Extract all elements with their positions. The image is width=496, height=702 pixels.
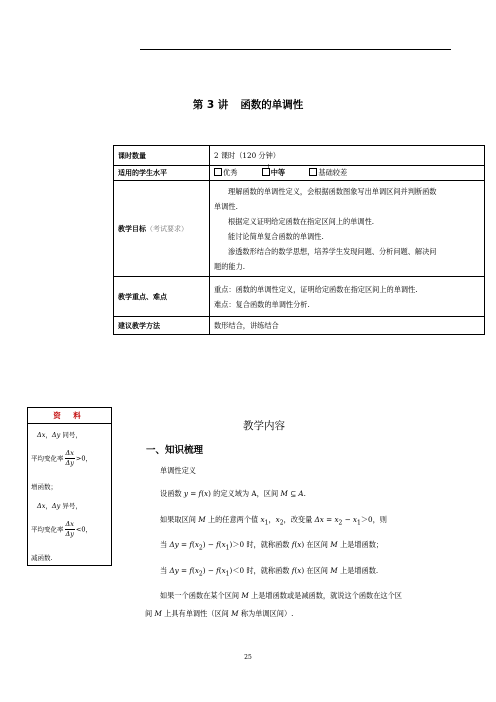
level-options — [210, 163, 485, 181]
goals-text: 理解函数的单调性定义，会根据函数图象写出单调区间并判断函数 单调性. 根据定义证明给定函数在指定区间上的单调性. 能讨论简单复合函数的单调性. 渗透数形结合的数学思想，培养学生发现问题、分析问题、解决问 题的能力. — [210, 181, 485, 277]
check-mark-icon: + — [265, 163, 271, 170]
row-keypoints — [114, 277, 485, 317]
level-label: 适用的学生水平 — [114, 166, 210, 181]
content-heading: 教学内容 — [243, 420, 285, 432]
option-medium[interactable]: + 中等 — [262, 168, 285, 177]
para-decreasing: 当 $\Delta y = f(x_2) - f(x_1)<0$ 时，就称函数 f(x) 在区间 M 上是增函数. — [160, 566, 379, 578]
para-monotonic-1: 如果一个函数在某个区间 M 上是增函数或是减函数，就说这个函数在这个区 — [160, 591, 402, 600]
keypoints-text: 重点：函数的单调性定义，证明给定函数在指定区间上的单调性. 难点：复合函数的单调性分析. — [210, 277, 485, 317]
hours-value: 2 课时（120 分钟） — [210, 146, 485, 166]
page-number: 25 — [244, 654, 252, 661]
row-methods — [114, 317, 485, 335]
methods-value: 数形结合，讲练结合 — [210, 317, 485, 335]
para-values: 如果取区间 M 上的任意两个值 $x_1$，$x_2$，改变量 $\Delta x = x_2 - x_1>0$，则 — [160, 515, 387, 527]
lesson-info-table — [113, 145, 485, 335]
sidebar-rate-negative: 平均变化率 $\frac{\Delta x}{\Delta y}$ <0， — [31, 520, 92, 538]
para-monotonic-2: 间 M 上具有单调性（区间 M 称为单调区间）. — [145, 609, 294, 618]
lesson-title-text: 函数的单调性 — [240, 99, 304, 111]
definition-title: 单调性定义 — [160, 466, 196, 475]
option-excellent[interactable]: 优秀 — [214, 168, 237, 177]
goals-sub: （考试要求） — [146, 224, 188, 233]
sidebar-box — [27, 407, 112, 566]
goals-label: 教学目标（考试要求） — [114, 181, 210, 277]
methods-label: 建议教学方法 — [114, 317, 210, 335]
option-basic[interactable]: 基础较差 — [309, 168, 347, 177]
sidebar-diff-sign: Δx，Δy 异号， — [37, 502, 82, 510]
para-domain: 设函数 y = f(x) 的定义域为 A，区间 M ⊆ A. — [160, 489, 306, 498]
checkbox-icon[interactable] — [309, 168, 317, 176]
row-hours — [114, 146, 485, 166]
lesson-number: 第 3 讲 — [192, 99, 229, 111]
checkbox-icon[interactable] — [214, 168, 222, 176]
header-rule — [140, 49, 451, 50]
section-heading: 一、知识梳理 — [146, 445, 204, 456]
sidebar-increasing: 增函数； — [31, 483, 57, 491]
fraction: $\frac{\Delta x}{\Delta y}$ — [65, 449, 74, 467]
para-increasing: 当 $\Delta y = f(x_2) - f(x_1)>0$ 时，就称函数 f(x) 在区间 M 上是增函数； — [160, 540, 384, 552]
row-level — [114, 166, 485, 181]
sidebar-decreasing: 减函数. — [31, 554, 53, 562]
sidebar-rate-positive: 平均变化率 $\frac{\Delta x}{\Delta y}$ >0， — [31, 449, 92, 467]
row-goals — [114, 181, 485, 277]
hours-label: 课时数量 — [114, 146, 210, 166]
sidebar-same-sign: Δx，Δy 同号， — [37, 431, 82, 439]
fraction: $\frac{\Delta x}{\Delta y}$ — [65, 520, 74, 538]
keypoints-label: 教学重点、难点 — [114, 277, 210, 317]
lesson-title — [0, 97, 496, 112]
sidebar-title: 资 料 — [28, 408, 111, 424]
